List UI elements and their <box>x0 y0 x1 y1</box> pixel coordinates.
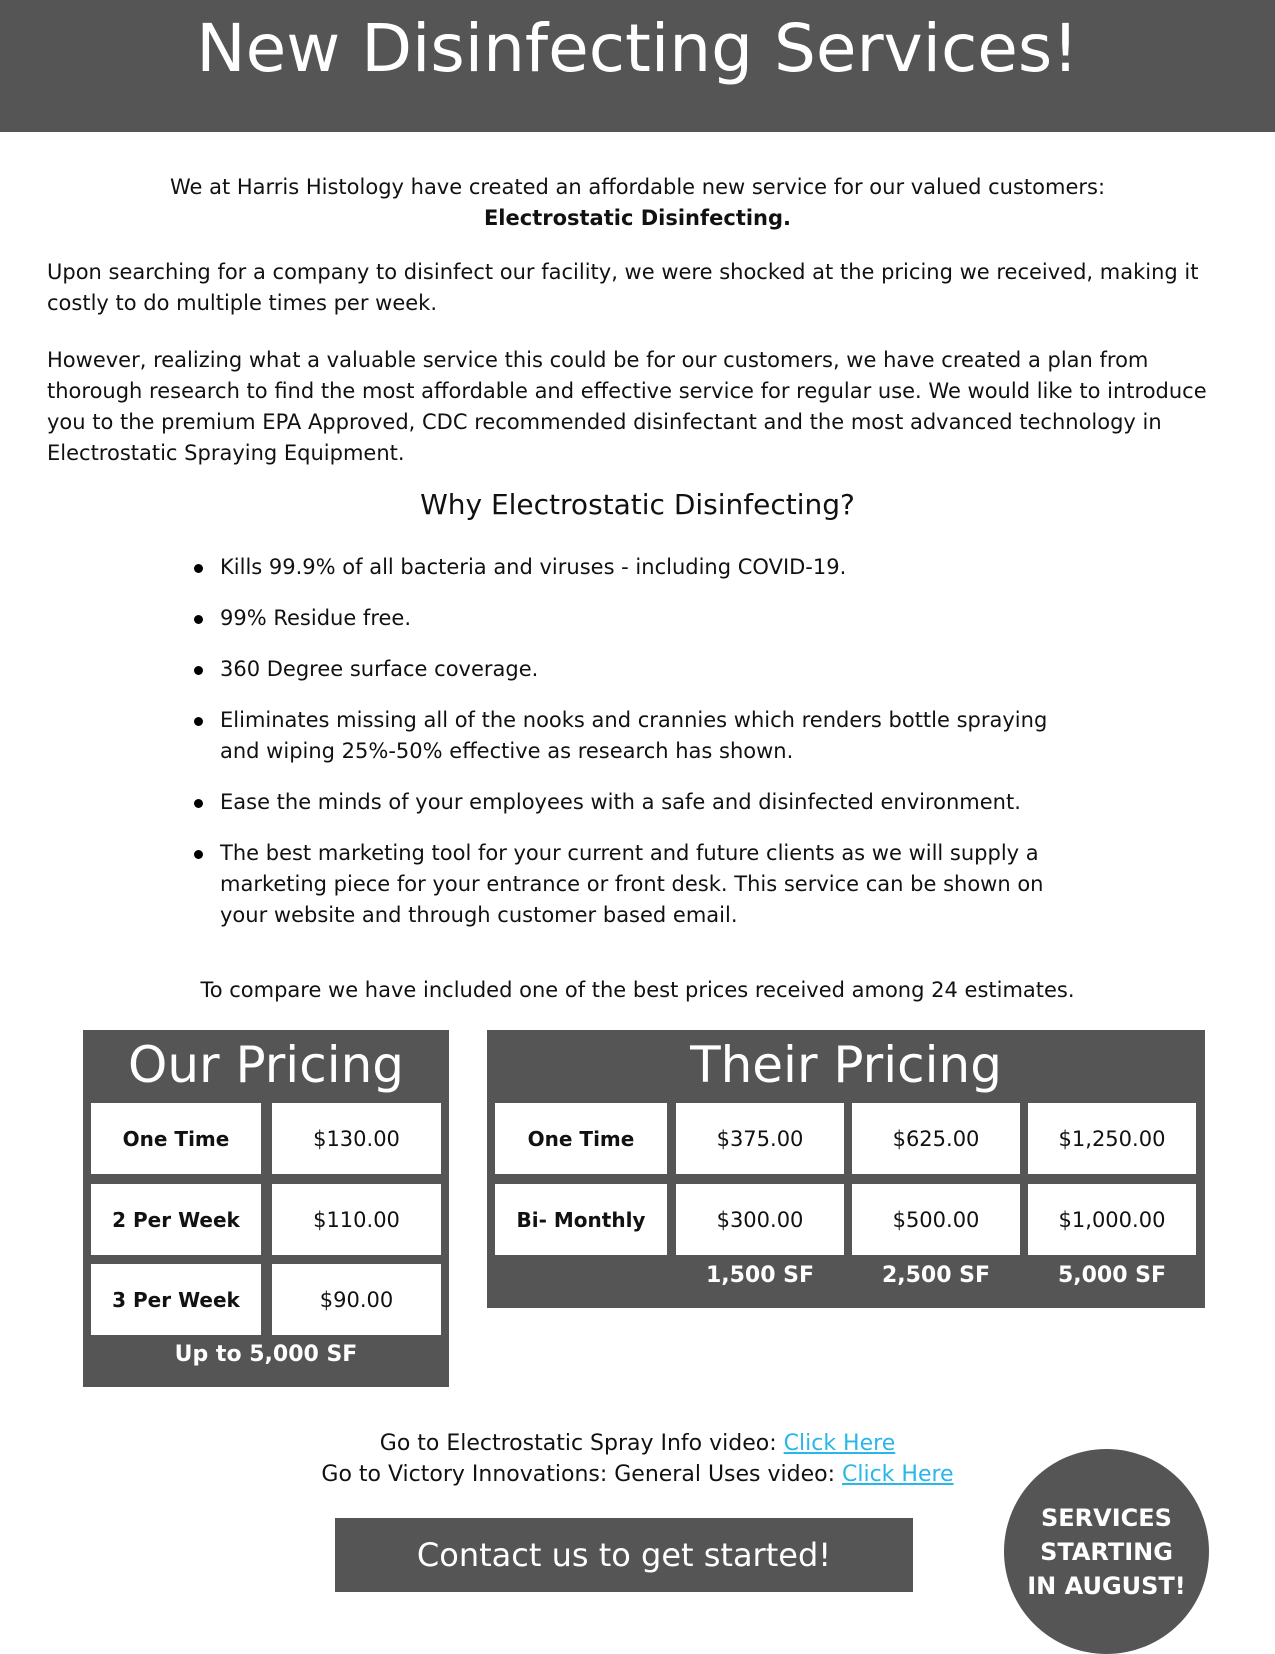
their-row-label: One Time <box>495 1103 667 1174</box>
our-row-price: $130.00 <box>272 1103 441 1174</box>
paragraph-plan: However, realizing what a valuable service this could be for our customers, we have created a plan from thorough research to find the most affordable and effective service for regular use. We would like to introduce you to the premium EPA Approved, CDC recommended disinfectant and the most advanced technology in Electrostatic Spraying Equipment. <box>47 348 1207 465</box>
their-price-cell: $1,250.00 <box>1028 1103 1196 1174</box>
list-item: The best marketing tool for your current and future clients as we will supply a marketing piece for your entrance or front desk. This service can be shown on your website and through customer based email. <box>192 838 1072 931</box>
their-price-cell: $625.00 <box>852 1103 1020 1174</box>
size-label: 5,000 SF <box>1057 1263 1167 1288</box>
general-uses-video-link[interactable]: Click Here <box>842 1462 954 1487</box>
services-starting-badge <box>1004 1449 1209 1654</box>
intro-line: We at Harris Histology have created an affordable new service for our valued customers: <box>169 175 1106 199</box>
intro <box>0 172 1275 234</box>
their-pricing-title: Their Pricing <box>690 1036 1002 1094</box>
our-row-price: $90.00 <box>272 1264 441 1335</box>
page-header <box>0 0 1275 132</box>
size-label: 1,500 SF <box>705 1263 815 1288</box>
badge-line: STARTING <box>1040 1537 1173 1566</box>
their-price-cell: $300.00 <box>676 1184 844 1255</box>
badge-line: IN AUGUST! <box>1027 1571 1186 1600</box>
our-row-label: 3 Per Week <box>91 1264 261 1335</box>
spray-info-video-link[interactable]: Click Here <box>783 1431 896 1456</box>
our-row-label: 2 Per Week <box>91 1184 261 1255</box>
our-row-label: One Time <box>91 1103 261 1174</box>
list-item: Kills 99.9% of all bacteria and viruses - including COVID-19. <box>192 552 1072 583</box>
paragraph-pricing-shock: Upon searching for a company to disinfect our facility, we were shocked at the pricing we received, making it costly to do multiple times per week. <box>47 260 1199 315</box>
size-label: 2,500 SF <box>881 1263 991 1288</box>
their-price-cell: $1,000.00 <box>1028 1184 1196 1255</box>
benefits-list <box>192 552 1072 951</box>
badge-line: SERVICES <box>1041 1503 1172 1532</box>
contact-button-label: Contact us to get started! <box>416 1536 832 1574</box>
their-price-cell: $375.00 <box>676 1103 844 1174</box>
their-row-label: Bi- Monthly <box>495 1184 667 1255</box>
list-item: Ease the minds of your employees with a safe and disinfected environment. <box>192 787 1072 818</box>
page-title: New Disinfecting Services! <box>196 10 1079 87</box>
their-pricing-table <box>487 1030 1205 1308</box>
our-pricing-table <box>83 1030 449 1387</box>
list-item: Eliminates missing all of the nooks and crannies which renders bottle spraying and wiping 25%-50% effective as research has shown. <box>192 705 1072 767</box>
our-pricing-title: Our Pricing <box>127 1036 405 1094</box>
our-pricing-footer: Up to 5,000 SF <box>174 1342 358 1367</box>
their-price-cell: $500.00 <box>852 1184 1020 1255</box>
intro-service-name: Electrostatic Disinfecting. <box>483 206 792 230</box>
our-row-price: $110.00 <box>272 1184 441 1255</box>
video-link-text: Go to Victory Innovations: General Uses video: <box>321 1462 842 1487</box>
video-link-text: Go to Electrostatic Spray Info video: <box>379 1431 784 1456</box>
contact-button[interactable] <box>335 1518 913 1592</box>
compare-text: To compare we have included one of the best prices received among 24 estimates. <box>200 978 1075 1002</box>
why-heading: Why Electrostatic Disinfecting? <box>420 488 855 521</box>
list-item: 360 Degree surface coverage. <box>192 654 1072 685</box>
list-item: 99% Residue free. <box>192 603 1072 634</box>
